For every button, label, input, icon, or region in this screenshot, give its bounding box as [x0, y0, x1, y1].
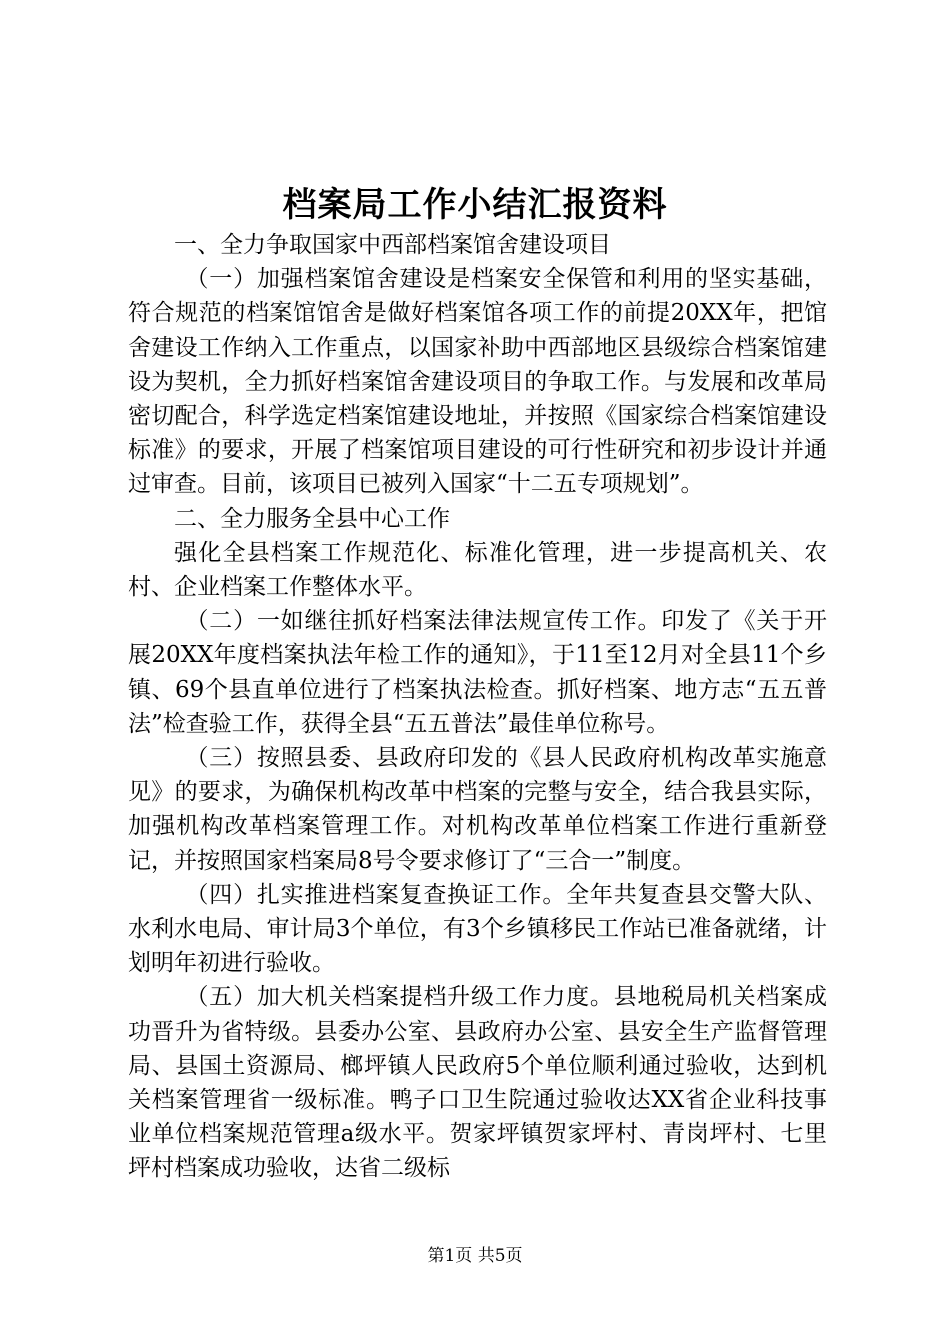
paragraph-4: （三）按照县委、县政府印发的《县人民政府机构改革实施意见》的要求，为确保机构改革中档案的完整与安全，结合我县实际，加强机构改革档案管理工作。对机构改革单位档案工作进行重新登记，并按照国家档案局8号令要求修订了“三合一”制度。: [128, 745, 827, 874]
paragraph-3: （二）一如继往抓好档案法律法规宣传工作。印发了《关于开展20XX年度档案执法年检工作的通知》，于11至12月对全县11个乡镇、69个县直单位进行了档案执法检查。抓好档案、地方志“五五普法”检查验工作，获得全县“五五普法”最佳单位称号。: [128, 608, 827, 737]
document-body: [128, 228, 827, 1186]
paragraph-6: （五）加大机关档案提档升级工作力度。县地税局机关档案成功晋升为省特级。县委办公室、县政府办公室、县安全生产监督管理局、县国土资源局、榔坪镇人民政府5个单位顺利通过验收，达到机关档案管理省一级标准。鸭子口卫生院通过验收达XX省企业科技事业单位档案规范管理a级水平。贺家坪镇贺家坪村、青岗坪村、七里坪村档案成功验收，达省二级标: [128, 984, 827, 1182]
paragraph-1: （一）加强档案馆舍建设是档案安全保管和利用的坚实基础，符合规范的档案馆馆舍是做好档案馆各项工作的前提20XX年，把馆舍建设工作纳入工作重点，以国家补助中西部地区县级综合档案馆建设为契机，全力抓好档案馆舍建设项目的争取工作。与发展和改革局密切配合，科学选定档案馆建设地址，并按照《国家综合档案馆建设标准》的要求，开展了档案馆项目建设的可行性研究和初步设计并通过审查。目前，该项目已被列入国家“十二五专项规划”。: [128, 266, 827, 498]
section-heading-1: 一、全力争取国家中西部档案馆舍建设项目: [174, 232, 611, 258]
section-heading-2: 二、全力服务全县中心工作: [174, 505, 450, 532]
page-footer: 第1页 共5页: [427, 1246, 523, 1266]
paragraph-5: （四）扎实推进档案复查换证工作。全年共复查县交警大队、水利水电局、审计局3个单位，有3个乡镇移民工作站已准备就绪，计划明年初进行验收。: [128, 881, 827, 977]
document-title: 档案局工作小结汇报资料: [282, 185, 668, 225]
paragraph-2: 强化全县档案工作规范化、标准化管理，进一步提高机关、农村、企业档案工作整体水平。: [128, 539, 827, 601]
